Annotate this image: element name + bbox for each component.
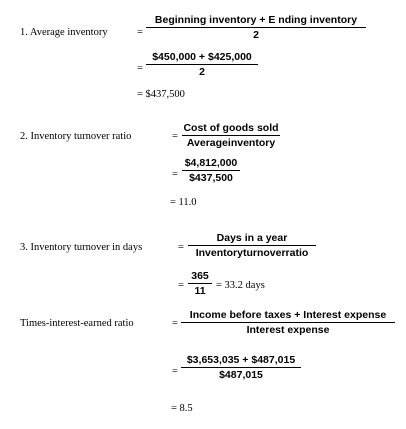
item-1-label: 1. Average inventory (20, 27, 108, 38)
result: = 8.5 (171, 403, 193, 414)
result: = 33.2 days (216, 280, 265, 291)
fraction (182, 122, 280, 149)
equals-sign: = (137, 63, 143, 74)
result: = $437,500 (137, 89, 185, 100)
equals-sign: = (172, 318, 178, 329)
denominator: Averageinventory (186, 137, 276, 149)
denominator: $487,015 (219, 369, 263, 381)
fraction (188, 270, 212, 297)
numerator: $3,653,035 + $487,015 (186, 354, 296, 366)
denominator: 2 (253, 29, 259, 41)
numerator: 365 (191, 270, 209, 282)
equals-sign: = (172, 169, 178, 180)
result: = 11.0 (170, 197, 197, 208)
denominator: Interest expense (246, 324, 330, 336)
denominator: 2 (199, 66, 205, 78)
item-3-label: 3. Inventory turnover in days (20, 242, 143, 253)
equals-sign: = (137, 27, 143, 38)
equals-sign: = (172, 131, 178, 142)
fraction (146, 14, 366, 41)
denominator: $437,500 (189, 172, 233, 184)
equals-sign: = (178, 280, 184, 291)
denominator: 11 (194, 285, 206, 297)
numerator: Cost of goods sold (183, 122, 279, 134)
numerator: Beginning inventory + E nding inventory (154, 14, 358, 26)
numerator: Income before taxes + Interest expense (189, 309, 387, 321)
numerator: Days in a year (216, 232, 288, 244)
item-4-label: Times-interest-earned ratio (20, 318, 134, 329)
fraction (181, 354, 301, 381)
numerator: $450,000 + $425,000 (152, 51, 252, 63)
equals-sign: = (178, 242, 184, 253)
denominator: Inventoryturnoverratio (195, 247, 309, 259)
fraction (182, 157, 240, 184)
numerator: $4,812,000 (184, 157, 238, 169)
fraction (188, 232, 316, 259)
equals-sign: = (172, 366, 178, 377)
item-2-label: 2. Inventory turnover ratio (20, 131, 132, 142)
fraction (146, 51, 258, 78)
fraction (181, 309, 395, 336)
